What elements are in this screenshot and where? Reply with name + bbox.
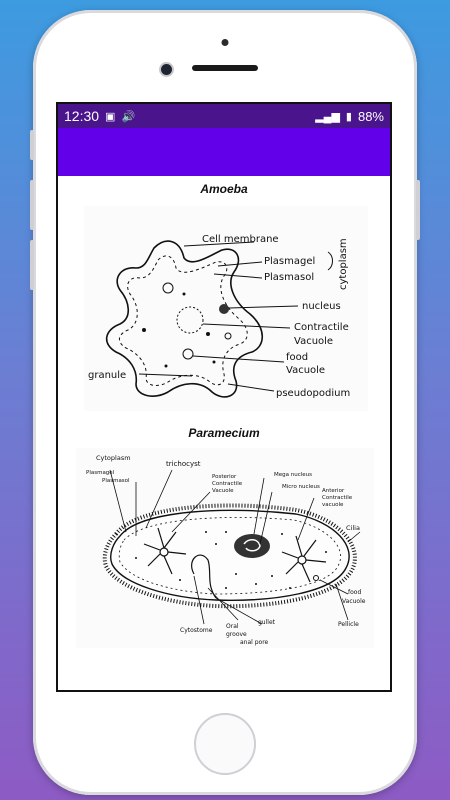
label-food: food — [286, 352, 309, 363]
label-p-plasmasol: Plasmasol — [102, 478, 130, 484]
battery-percent: 88% — [357, 108, 384, 124]
label-posterior-2: Contractile — [212, 481, 243, 487]
sim-icon: ▣ — [105, 110, 116, 123]
mute-switch[interactable] — [30, 130, 34, 160]
home-button[interactable] — [194, 713, 256, 775]
amoeba-title: Amoeba — [200, 182, 248, 196]
volume-down-button[interactable] — [30, 240, 34, 290]
label-plasmasol: Plasmasol — [264, 272, 315, 283]
label-pellicle: Pellicle — [338, 621, 359, 628]
amoeba-nucleus — [219, 304, 229, 314]
label-posterior-3: Vacuole — [212, 488, 234, 494]
amoeba-granule-e — [183, 293, 186, 296]
mega-nucleus — [234, 534, 270, 558]
label-anterior-2: Contractile — [322, 495, 353, 501]
label-pseudopodium: pseudopodium — [276, 388, 351, 399]
label-cytostome: Cytostome — [180, 627, 213, 634]
speaker-grille — [192, 65, 258, 71]
volume-up-button[interactable] — [30, 180, 34, 230]
label-vacuole-2: Vacuole — [286, 365, 326, 376]
label-mega-nucleus: Mega nucleus — [274, 472, 312, 478]
label-micro-nucleus: Micro nucleus — [282, 484, 320, 490]
label-vacuole-1: Vacuole — [294, 336, 334, 347]
paramecium-title: Paramecium — [188, 426, 260, 440]
label-granule: granule — [88, 370, 127, 381]
paramecium-pellicle — [111, 510, 349, 600]
label-p-food: food — [348, 589, 362, 596]
label-p-vacuole: Vacuole — [342, 598, 366, 605]
app-bar — [58, 128, 390, 176]
front-camera — [159, 62, 174, 77]
status-time: 12:30 — [64, 108, 100, 124]
label-cilia: Cilia — [346, 524, 360, 532]
label-trichocyst: trichocyst — [166, 460, 201, 468]
label-cytoplasm: cytoplasm — [338, 238, 349, 290]
label-anterior-1: Anterior — [322, 488, 345, 494]
label-p-cytoplasm: Cytoplasm — [96, 454, 131, 462]
label-nucleus: nucleus — [302, 301, 341, 312]
label-contractile: Contractile — [294, 322, 349, 333]
label-plasmagel: Plasmagel — [264, 256, 316, 267]
earpiece-dot — [222, 39, 229, 46]
amoeba-granule-g — [165, 365, 168, 368]
label-posterior-1: Posterior — [212, 474, 237, 480]
paramecium-diagram — [76, 448, 374, 648]
status-bar — [58, 104, 390, 128]
amoeba-granule-f — [213, 361, 216, 364]
signal-icon: ▂▄▆ — [315, 110, 340, 123]
label-anal-pore: anal pore — [240, 639, 269, 646]
battery-icon: ▮ — [345, 110, 352, 123]
label-oral-2: groove — [226, 631, 247, 638]
volume-icon: 🔊 — [121, 110, 136, 123]
label-oral-1: Oral — [226, 623, 239, 630]
label-p-plasmagel: Plasmagel — [86, 470, 115, 476]
amoeba-granule-d — [206, 332, 210, 336]
amoeba-diagram — [84, 206, 368, 411]
amoeba-granule-c — [142, 328, 146, 332]
power-button[interactable] — [416, 180, 420, 240]
label-gullet: gullet — [258, 619, 275, 626]
screen — [56, 102, 392, 692]
content-area[interactable] — [58, 176, 390, 690]
label-cell-membrane: Cell membrane — [202, 234, 279, 245]
label-anterior-3: vacuole — [322, 502, 344, 508]
